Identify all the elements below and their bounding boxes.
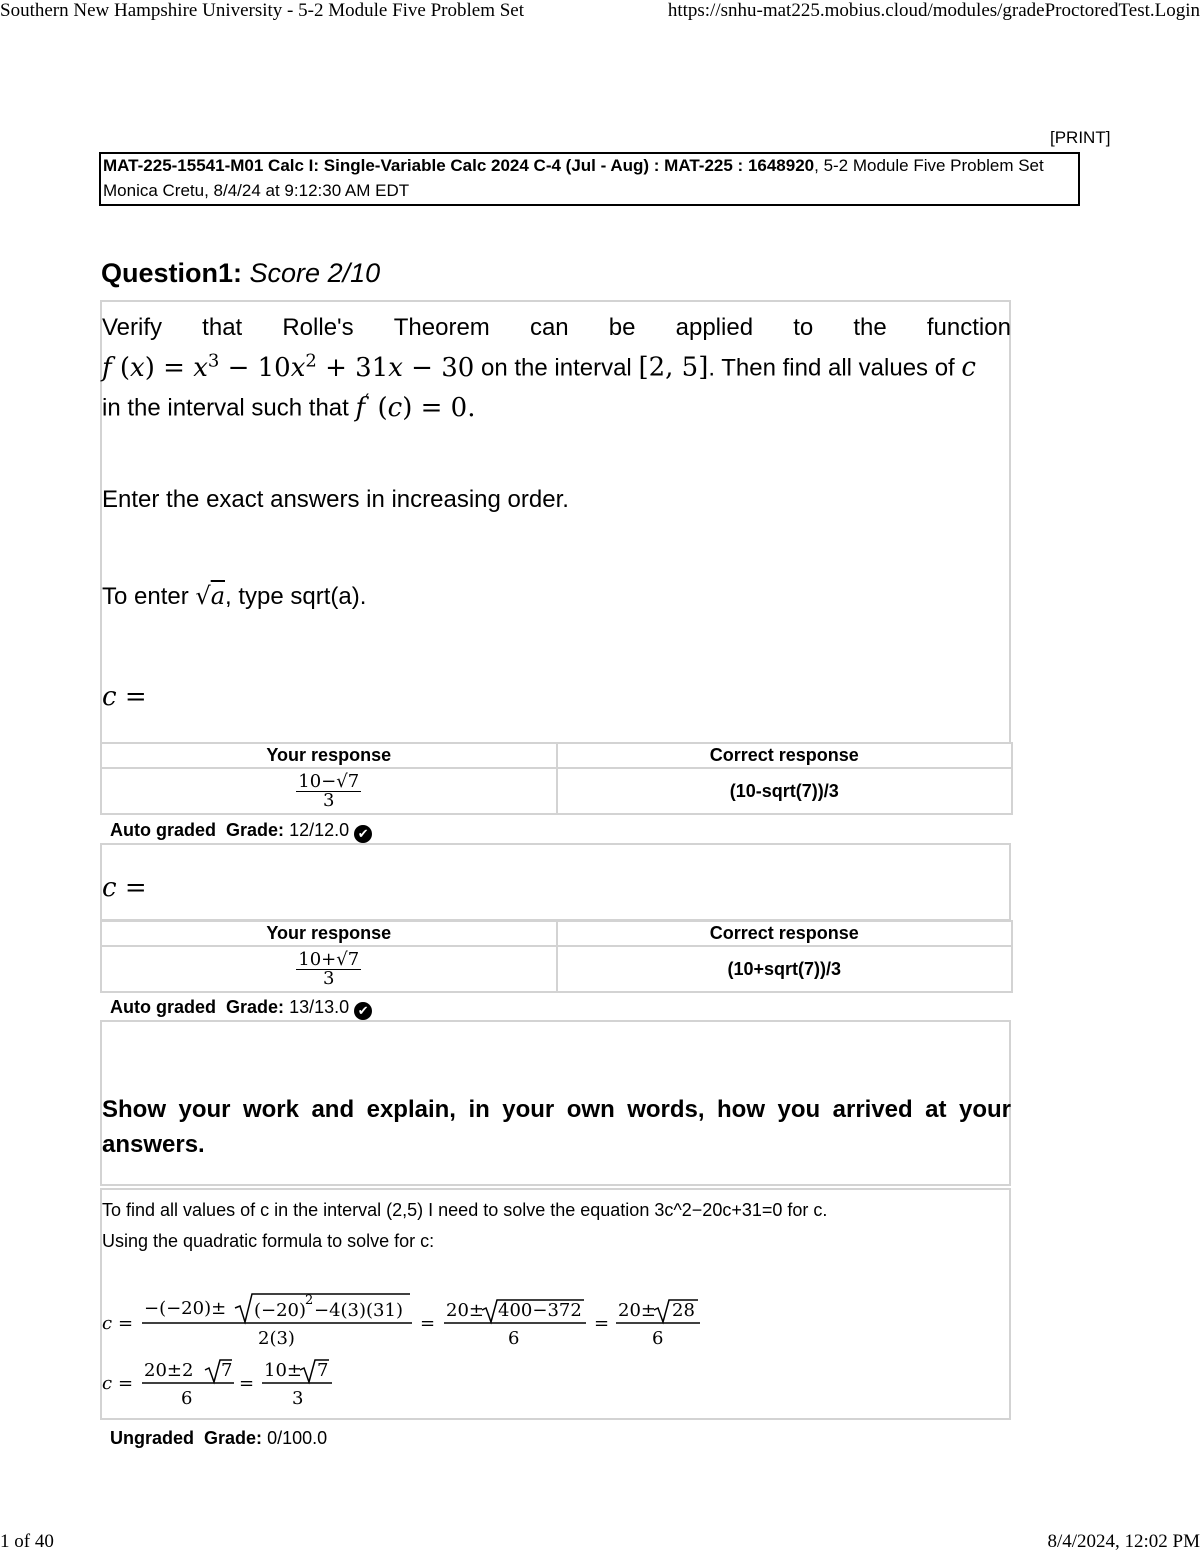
svg-text:=: = <box>594 1313 610 1334</box>
svg-text:6: 6 <box>181 1388 193 1409</box>
page-number: 1 of 40 <box>0 1531 54 1552</box>
course-title: MAT-225-15541-M01 Calc I: Single-Variable Calc 2024 C-4 (Jul - Aug) : MAT-225 : 1648920 <box>103 156 815 175</box>
grade-line-3: Ungraded Grade: 0/100.0 <box>110 1428 328 1448</box>
second-answer-box <box>100 843 1011 921</box>
grade-line-2: Auto graded Grade: 13/13.0 ✔ <box>110 997 372 1020</box>
c-equals-label-2: c = <box>102 873 147 903</box>
svg-text:20±: 20± <box>446 1300 484 1321</box>
svg-text:(−20): (−20) <box>254 1300 307 1321</box>
question-title <box>101 258 380 289</box>
statement-line-2: f $(x) = x^3 - 10x^2 + 31x - 30$ on the interval [2, 5]. Then find all values of c <box>102 350 976 383</box>
print-datetime: 8/4/2024, 12:02 PM <box>1047 1531 1200 1552</box>
instruction-text: Enter the exact answers in increasing order. <box>102 486 569 513</box>
svg-text:20±2: 20±2 <box>144 1360 194 1381</box>
print-header-url: https://snhu-mat225.mobius.cloud/modules/gradeProctoredTest.Login <box>667 0 1200 21</box>
svg-text:6: 6 <box>652 1328 664 1349</box>
svg-text:=: = <box>118 1373 134 1394</box>
grade-line-1: Auto graded Grade: 12/12.0 ✔ <box>110 820 372 843</box>
correct-response-cell: (10+sqrt(7))/3 <box>557 946 1013 992</box>
svg-text:20±: 20± <box>618 1300 656 1321</box>
question-statement-box <box>100 300 1011 744</box>
correct-response-header: Correct response <box>557 743 1013 768</box>
svg-text:10±: 10± <box>264 1360 302 1381</box>
svg-text:2(3): 2(3) <box>258 1328 295 1349</box>
your-response-header: Your response <box>101 743 557 768</box>
response-table-1 <box>100 742 1013 815</box>
print-header-title: Southern New Hampshire University - 5-2 Module Five Problem Set <box>0 0 525 21</box>
c-equals-label-1: c = <box>102 682 147 712</box>
question-score: Score 2/10 <box>249 258 381 288</box>
quadratic-formula-work <box>102 1286 742 1414</box>
print-link[interactable]: [PRINT] <box>1050 128 1111 147</box>
svg-text:=: = <box>420 1313 436 1334</box>
student-timestamp: Monica Cretu, 8/4/24 at 9:12:30 AM EDT <box>103 181 410 200</box>
sqrt-hint: To enter √a, type sqrt(a). <box>102 582 367 610</box>
svg-text:c: c <box>102 1313 113 1334</box>
question-number: Question1: <box>101 258 243 288</box>
svg-text:7: 7 <box>221 1360 233 1381</box>
svg-text:=: = <box>118 1313 134 1334</box>
svg-text:2: 2 <box>305 1293 314 1308</box>
interval-formula: [2, 5] <box>638 352 709 383</box>
svg-text:6: 6 <box>508 1328 520 1349</box>
work-line-2: Using the quadratic formula to solve for c: <box>102 1231 435 1251</box>
your-response-fraction: $\frac{10-√7}{3}$ <box>298 770 360 811</box>
your-response-cell <box>101 768 557 814</box>
work-line-1: To find all values of c in the interval (2,5) I need to solve the equation 3c^2−20c+31=0 for c. <box>102 1200 828 1220</box>
assignment-info-box <box>99 152 1080 206</box>
response-table-2 <box>100 920 1013 993</box>
statement-line-3: in the interval such that f′ (c) = 0. <box>102 390 476 423</box>
correct-response-cell: (10-sqrt(7))/3 <box>557 768 1013 814</box>
svg-text:c: c <box>102 1373 113 1394</box>
your-response-header: Your response <box>101 921 557 946</box>
sqrt-a-symbol: √a <box>195 582 225 610</box>
check-circle-icon: ✔ <box>354 1002 372 1020</box>
statement-line-1: Verify that Rolle's Theorem can be applied to the function <box>102 314 1011 341</box>
derivative-condition: f′ (c) = 0. <box>355 390 476 423</box>
svg-text:3: 3 <box>292 1388 304 1409</box>
svg-text:=: = <box>239 1373 255 1394</box>
your-response-cell <box>101 946 557 992</box>
svg-text:400−372: 400−372 <box>498 1300 582 1321</box>
svg-text:−4(3)(31): −4(3)(31) <box>314 1300 403 1321</box>
assignment-name: , 5-2 Module Five Problem Set <box>814 156 1044 175</box>
work-response-box <box>100 1188 1011 1420</box>
work-prompt-box <box>100 1020 1011 1186</box>
svg-text:7: 7 <box>317 1360 329 1381</box>
correct-response-header: Correct response <box>557 921 1013 946</box>
svg-text:−(−20)±: −(−20)± <box>144 1298 227 1319</box>
check-circle-icon: ✔ <box>354 825 372 843</box>
function-formula: f $(x) = x^3 - 10x^2 + 31x - 30$ <box>102 350 475 383</box>
work-prompt-text: Show your work and explain, in your own words, how you arrived at your answers. <box>102 1096 1011 1158</box>
variable-c: c <box>961 352 976 383</box>
your-response-fraction: $\frac{10+√7}{3}$ <box>298 948 360 989</box>
svg-text:28: 28 <box>672 1300 695 1321</box>
